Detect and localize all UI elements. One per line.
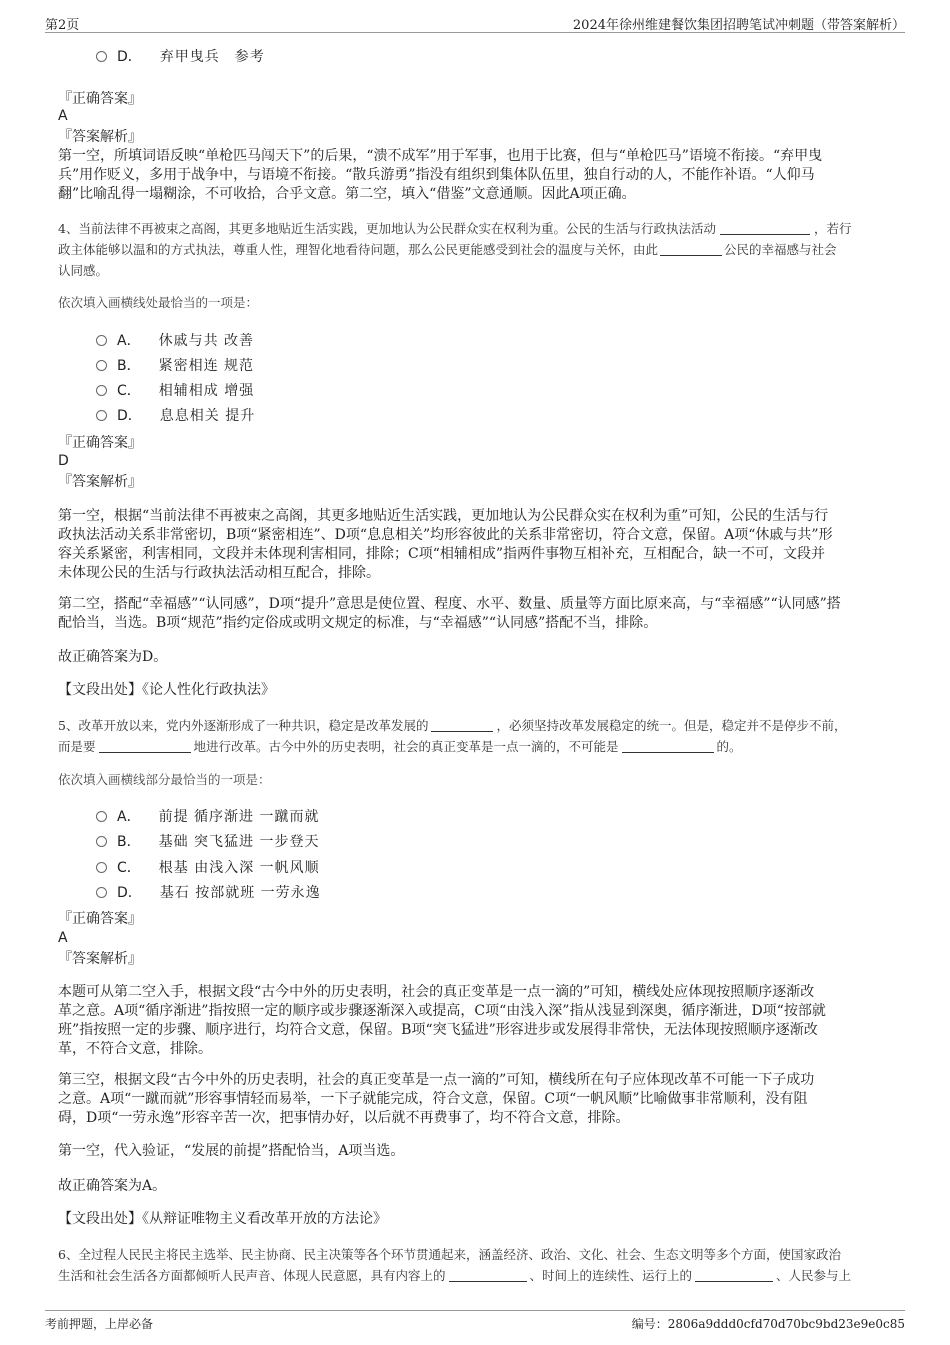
q4-option-a[interactable]: A． 休戚与共 改善 [96,330,254,350]
q3-answer: A [58,108,68,124]
analysis-line: 容关系紧密，利害相同，文段并未体现利害相同，排除；C项“相辅相成”指两件事物互相补充，互相配合，缺一不可，文段并 [58,546,826,562]
q4-answer: D [58,453,69,469]
page-header [45,10,905,33]
q3-analysis-label: 『答案解析』 [58,129,142,145]
q4-prompt: 依次填入画横线处最恰当的一项是： [58,295,259,310]
stem-text: 5、改革开放以来，党内外逐渐形成了一种共识，稳定是改革发展的 [58,718,429,733]
q4-option-d[interactable]: D． 息息相关 提升 [96,405,255,425]
analysis-line: 革，不符合文意，排除。 [58,1041,212,1057]
stem-text: 而是要 [58,739,96,754]
analysis-line: 政执法活动关系非常密切，B项“紧密相连”、D项“息息相关”均形容彼此的关系非常密切，符合文意，保留。A项“休戚与共”形 [58,527,833,543]
analysis-line: 翻”比喻乱得一塌糊涂，不可收拾，合乎文意。第二空，填入“借鉴”文意通顺。因此A项正确。 [58,186,636,202]
analysis-line: 碍，D项“一劳永逸”形容辛苦一次，把事情办好，以后就不再费事了，均不符合文意，排除。 [58,1110,630,1126]
stem-text: 、人民参与上 [776,1268,852,1283]
q5-analysis-para2 [58,1071,898,1128]
answer-blank [99,740,191,753]
answer-blank [449,1269,527,1282]
q5-option-c[interactable]: C． 根基 由浅入深 一帆风顺 [96,857,320,877]
analysis-line: 之意。A项“一蹴而就”形容事情轻而易举，一下子就能完成，符合文意，保留。C项“一帆风顺”比喻做事非常顺利，没有阻 [58,1091,808,1107]
radio-icon[interactable] [96,335,107,346]
analysis-line: 第一空，所填词语反映“单枪匹马闯天下”的后果，“溃不成军”用于军事，也用于比赛，但与“单枪匹马”语境不衔接。“弃甲曳 [58,148,823,164]
q4-analysis-label: 『答案解析』 [58,474,142,490]
answer-blank [695,1269,773,1282]
answer-blank [660,243,722,256]
stem-text: 6、全过程人民民主将民主选举、民主协商、民主决策等各个环节贯通起来，涵盖经济、政治、文化、社会、生态文明等多个方面，使国家政治 [58,1247,841,1262]
analysis-line: 第二空，搭配“幸福感”“认同感”，D项“提升”意思是使位置、程度、水平、数量、质量等方面比原来高，与“幸福感”“认同感”搭 [58,596,841,612]
stem-text: 认同感。 [58,263,109,278]
q3-option-d[interactable]: D． 弃甲曳兵 参考 [96,46,265,66]
radio-icon[interactable] [96,836,107,847]
stem-text: ，若行 [813,221,852,236]
radio-icon[interactable] [96,51,107,62]
analysis-line: 第三空，根据文段“古今中外的历史表明，社会的真正变革是一点一滴的”可知，横线所在句子应体现改革不可能一下子成功 [58,1072,815,1088]
analysis-line: 配恰当，当选。B项“规范”指约定俗成或明文规定的标准，与“幸福感”“认同感”搭配不当，排除。 [58,615,658,631]
stem-text: 公民的幸福感与社会 [724,242,837,257]
page-footer [45,1310,905,1333]
document-title: 2024年徐州维建餐饮集团招聘笔试冲刺题（带答案解析） [572,18,905,33]
radio-icon[interactable] [96,410,107,421]
q4-stem [58,218,898,281]
q5-answer: A [58,930,68,946]
answer-blank [720,222,810,235]
q5-answer-label: 『正确答案』 [58,911,142,927]
analysis-line: 本题可从第二空入手，根据文段“古今中外的历史表明，社会的真正变革是一点一滴的”可知，横线处应体现按照顺序逐渐改 [58,984,815,1000]
q5-option-b[interactable]: B． 基础 突飞猛进 一步登天 [96,831,320,851]
stem-text: 的。 [716,739,742,754]
q4-option-c[interactable]: C． 相辅相成 增强 [96,380,254,400]
q4-analysis-para2 [58,595,898,633]
stem-text: 、时间上的连续性、运行上的 [529,1268,693,1283]
footer-slogan: 考前押题，上岸必备 [45,1317,154,1331]
document-id: 编号：2806a9ddd0cfd70d70bc9bd23e9e0c85 [631,1317,905,1331]
radio-icon[interactable] [96,887,107,898]
answer-blank [622,740,714,753]
q5-conclusion: 故正确答案为A。 [58,1178,167,1194]
stem-text: ，必须坚持改革发展稳定的统一。但是，稳定并不是停步不前， [496,718,847,733]
q5-option-d[interactable]: D． 基石 按部就班 一劳永逸 [96,882,321,902]
analysis-line: 革之意。A项“循序渐进”指按照一定的顺序或步骤逐渐深入或提高，C项“由浅入深”指从浅显到深奥，循序渐进，D项“按部就 [58,1003,826,1019]
q5-analysis-label: 『答案解析』 [58,951,142,967]
q5-analysis-para1 [58,983,898,1059]
radio-icon[interactable] [96,862,107,873]
q4-option-b[interactable]: B． 紧密相连 规范 [96,355,254,375]
stem-text: 地进行改革。古今中外的历史表明，社会的真正变革是一点一滴的，不可能是 [193,739,619,754]
page-number: 第2页 [45,18,80,33]
q4-source: 【文段出处】《论人性化行政执法》 [58,682,275,698]
q4-analysis-para1 [58,507,898,583]
analysis-line: 未体现公民的生活与行政执法活动相互配合，排除。 [58,565,380,581]
analysis-line: 班”指按照一定的步骤、顺序进行，均符合文意，保留。B项“突飞猛进”形容进步或发展得非常快，无法体现按照顺序逐渐改 [58,1022,818,1038]
q4-conclusion: 故正确答案为D。 [58,649,168,665]
q5-stem [58,715,898,757]
analysis-line: 第一空，根据“当前法律不再被束之高阁，其更多地贴近生活实践，更加地认为公民群众实在权利为重”可知，公民的生活与行 [58,508,829,524]
q5-source: 【文段出处】《从辩证唯物主义看改革开放的方法论》 [58,1211,387,1227]
stem-text: 政主体能够以温和的方式执法，尊重人性，理智化地看待问题，那么公民更能感受到社会的温度与关怀，由此 [58,242,659,257]
q3-analysis [58,147,898,204]
analysis-line: 兵”用作贬义，多用于战争中，与语境不衔接。“散兵游勇”指没有组织到集体队伍里，独自行动的人，不能作补语。“人仰马 [58,167,815,183]
q3-answer-label: 『正确答案』 [58,91,142,107]
stem-text: 4、当前法律不再被束之高阁，其更多地贴近生活实践，更加地认为公民群众实在权利为重。公民的生活与行政执法活动 [58,221,716,236]
stem-text: 生活和社会生活各方面都倾听人民声音、体现人民意愿，具有内容上的 [58,1268,446,1283]
radio-icon[interactable] [96,385,107,396]
radio-icon[interactable] [96,360,107,371]
q5-analysis-para3: 第一空，代入验证，“发展的前提”搭配恰当，A项当选。 [58,1143,405,1159]
q4-answer-label: 『正确答案』 [58,435,142,451]
radio-icon[interactable] [96,811,107,822]
q5-prompt: 依次填入画横线部分最恰当的一项是： [58,772,271,787]
answer-blank [431,719,493,732]
q5-option-a[interactable]: A． 前提 循序渐进 一蹴而就 [96,806,319,826]
q6-stem [58,1244,898,1286]
